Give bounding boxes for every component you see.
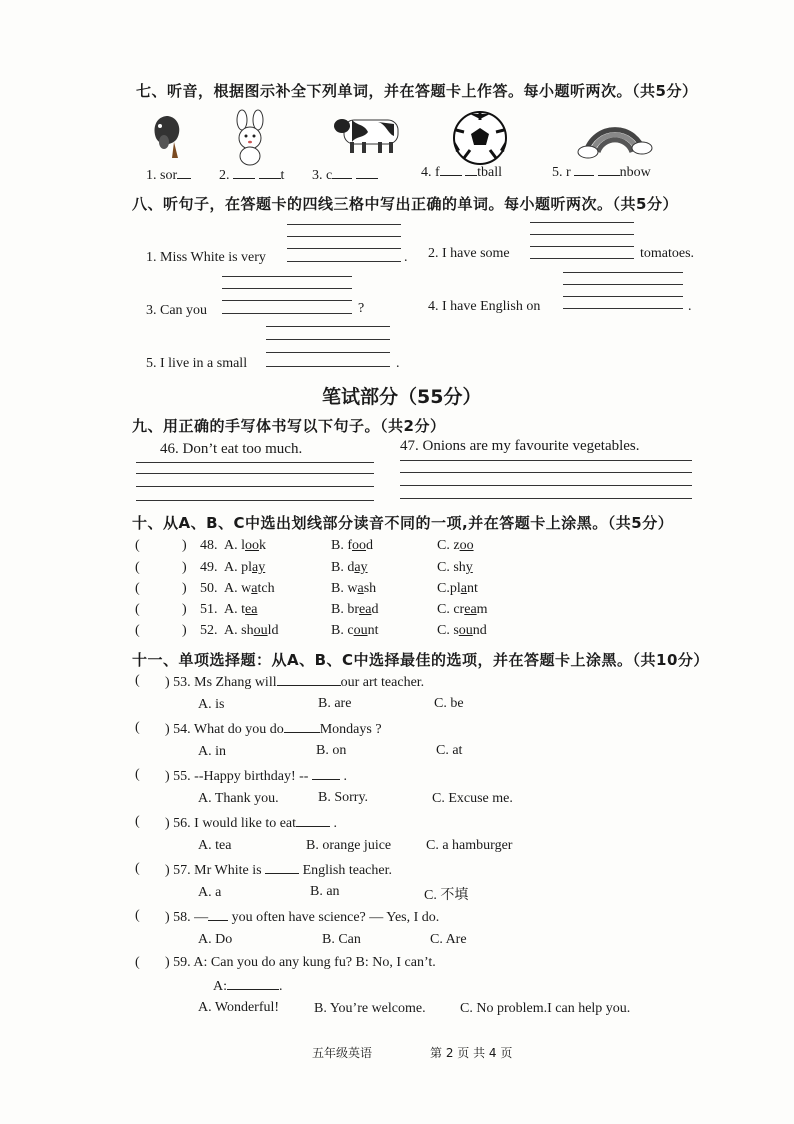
word-part: d [347, 560, 355, 575]
answer-paren-55[interactable]: ( [135, 767, 140, 782]
sec8-q5: 5. I live in a small [146, 356, 248, 371]
answer-paren-56[interactable]: ( [135, 814, 140, 829]
question-58: ) 58. — you often have science? — Yes, I do. [165, 910, 440, 925]
q55-option-a[interactable]: A. Thank you. [198, 791, 279, 806]
word-part: z [453, 538, 460, 553]
underlined-sound: y [465, 560, 473, 575]
word-part: cr [453, 602, 465, 617]
q59-option-a[interactable]: A. Wonderful! [198, 1000, 280, 1015]
q59-option-b[interactable]: B. You’re welcome. [314, 1001, 426, 1016]
close-paren: ) [182, 602, 187, 617]
sec7-item-1: 1. sor [146, 166, 191, 184]
option-a-52[interactable] [224, 623, 278, 639]
written-part-title: 笔试部分（55分） [322, 386, 482, 408]
option-a-50[interactable] [224, 581, 275, 597]
close-paren: ) [182, 560, 187, 575]
q56-option-b[interactable]: B. orange juice [306, 838, 392, 853]
underlined-sound: a [357, 581, 364, 596]
option-a-51[interactable] [224, 602, 257, 618]
underlined-sound: a [251, 581, 258, 596]
q54-option-b[interactable]: B. on [316, 743, 347, 758]
underlined-sound: ea [359, 602, 372, 617]
word-part: s [453, 623, 459, 638]
underlined-sound: ou [458, 623, 473, 638]
option-b-49[interactable] [331, 560, 368, 576]
answer-paren-48[interactable]: ( [135, 538, 140, 553]
word-part: A. [224, 623, 242, 638]
question-55: ) 55. --Happy birthday! -- . [165, 769, 347, 784]
answer-paren-50[interactable]: ( [135, 581, 140, 596]
underlined-sound: ea [464, 602, 477, 617]
word-part: pl [241, 560, 253, 575]
answer-paren-54[interactable]: ( [135, 720, 140, 735]
q54-option-c[interactable]: C. at [436, 743, 463, 758]
word-part: C. [437, 623, 454, 638]
underlined-sound: ou [353, 623, 368, 638]
underlined-sound: ay [252, 560, 266, 575]
option-b-52[interactable] [331, 623, 378, 639]
option-c-50[interactable] [437, 581, 478, 597]
question-59: ) 59. A: Can you do any kung fu? B: No, I can’t. [165, 955, 436, 970]
question-54: ) 54. What do you do Mondays ? [165, 722, 382, 737]
word-part: c [347, 623, 354, 638]
word-part: C. [437, 560, 454, 575]
option-c-49[interactable] [437, 560, 473, 576]
word-part: t [241, 602, 246, 617]
word-part: A. [224, 560, 242, 575]
squirrel-icon [150, 112, 186, 162]
question-number: 49. [200, 560, 218, 575]
q53-option-c[interactable]: C. be [434, 696, 464, 711]
underlined-sound: oo [245, 538, 260, 553]
football-icon [452, 110, 508, 166]
sec8-q4-end: . [688, 299, 692, 314]
question-number: 50. [200, 581, 218, 596]
q58-option-c[interactable]: C. Are [430, 932, 467, 947]
section-10-title: 十、从A、B、C中选出划线部分读音不同的一项,并在答题卡上涂黑。（共5分） [132, 514, 674, 532]
q53-option-a[interactable]: A. is [198, 697, 225, 712]
cow-icon [334, 112, 404, 156]
word-part: ld [267, 623, 279, 638]
word-part: C. [437, 581, 450, 596]
q58-option-b[interactable]: B. Can [322, 932, 361, 947]
section-9-title: 九、用正确的手写体书写以下句子。（共2分） [132, 417, 446, 435]
answer-paren-57[interactable]: ( [135, 861, 140, 876]
word-part: A. [224, 538, 242, 553]
sec8-q5-end: . [396, 356, 400, 371]
word-part: br [347, 602, 360, 617]
word-part: B. [331, 560, 348, 575]
sentence-47: 47. Onions are my favourite vegetables. [400, 438, 640, 454]
q55-option-b[interactable]: B. Sorry. [318, 790, 369, 805]
underlined-sound: ea [245, 602, 258, 617]
word-part: B. [331, 581, 348, 596]
word-part: sh [363, 581, 377, 596]
option-a-48[interactable] [224, 538, 266, 554]
word-part: B. [331, 623, 348, 638]
question-56: ) 56. I would like to eat . [165, 816, 338, 831]
q56-option-a[interactable]: A. tea [198, 838, 232, 853]
word-part: A. [224, 581, 242, 596]
sentence-46: 46. Don’t eat too much. [160, 441, 303, 457]
close-paren: ) [182, 538, 187, 553]
section-11-title: 十一、单项选择题：从A、B、C中选择最佳的选项，并在答题卡上涂黑。（共10分） [132, 651, 709, 669]
question-number: 51. [200, 602, 218, 617]
word-part: pl [449, 581, 461, 596]
option-b-51[interactable] [331, 602, 378, 618]
underlined-sound: ay [354, 560, 368, 575]
word-part: C. [437, 602, 454, 617]
word-part: w [347, 581, 358, 596]
word-part: k [259, 538, 267, 553]
q58-option-a[interactable]: A. Do [198, 932, 233, 947]
underlined-sound: ou [253, 623, 268, 638]
option-b-48[interactable] [331, 538, 373, 554]
sec7-item-2: 2. t [219, 168, 285, 183]
q55-option-c[interactable]: C. Excuse me. [432, 791, 513, 806]
word-part: nt [466, 581, 478, 596]
word-part: m [476, 602, 488, 617]
word-part: f [347, 538, 353, 553]
word-part: A. [224, 602, 242, 617]
option-c-51[interactable] [437, 602, 488, 618]
option-c-48[interactable] [437, 538, 474, 554]
sec7-item-3: 3. c [312, 166, 378, 184]
q57-option-c[interactable]: C. 不填 [424, 888, 469, 903]
question-number: 52. [200, 623, 218, 638]
footer-page: 第 2 页 共 4 页 [430, 1046, 513, 1060]
word-part: l [241, 538, 246, 553]
rabbit-icon [228, 110, 272, 166]
question-number: 48. [200, 538, 218, 553]
answer-paren-53[interactable]: ( [135, 673, 140, 688]
q54-option-a[interactable]: A. in [198, 744, 226, 759]
close-paren: ) [182, 581, 187, 596]
word-part: nd [472, 623, 487, 638]
sec7-item-5: 5. r nbow [552, 165, 651, 180]
underlined-sound: a [460, 581, 467, 596]
answer-paren-52[interactable]: ( [135, 623, 140, 638]
word-part: nt [367, 623, 379, 638]
q57-option-a[interactable]: A. a [198, 885, 222, 900]
sec8-q3-end: ? [358, 301, 365, 316]
option-b-50[interactable] [331, 581, 376, 597]
underlined-sound: oo [459, 538, 474, 553]
q53-option-b[interactable]: B. are [318, 696, 352, 711]
word-part: d [371, 602, 379, 617]
word-part: tch [257, 581, 275, 596]
question-53: ) 53. Ms Zhang will our art teacher. [165, 675, 425, 690]
answer-paren-51[interactable]: ( [135, 602, 140, 617]
sec8-q2: 2. I have some [428, 246, 510, 261]
footer-subject: 五年级英语 [312, 1046, 373, 1060]
sec8-q4: 4. I have English on [428, 299, 541, 314]
word-part: w [241, 581, 252, 596]
option-a-49[interactable] [224, 560, 265, 576]
answer-paren-58[interactable]: ( [135, 908, 140, 923]
rainbow-icon [578, 110, 652, 160]
section-7-title: 七、听音，根据图示补全下列单词，并在答题卡上作答。每小题听两次。（共5分） [136, 82, 698, 100]
word-part: B. [331, 602, 348, 617]
answer-paren-59[interactable]: ( [135, 955, 140, 970]
option-c-52[interactable] [437, 623, 487, 639]
sec8-q1-end: . [404, 250, 408, 265]
q56-option-c[interactable]: C. a hamburger [426, 838, 513, 853]
answer-paren-49[interactable]: ( [135, 560, 140, 575]
sec8-q1: 1. Miss White is very [146, 250, 266, 265]
sec8-q3: 3. Can you [146, 303, 208, 318]
sec7-item-4: 4. f tball [421, 165, 503, 180]
q57-option-b[interactable]: B. an [310, 884, 340, 899]
word-part: d [366, 538, 374, 553]
word-part: B. [331, 538, 348, 553]
close-paren: ) [182, 623, 187, 638]
q59-option-c[interactable]: C. No problem.I can help you. [460, 1001, 631, 1016]
section-8-title: 八、听句子，在答题卡的四线三格中写出正确的单词。每小题听两次。（共5分） [132, 195, 678, 213]
sec8-q2-end: tomatoes. [640, 246, 695, 261]
word-part: sh [453, 560, 466, 575]
underlined-sound: oo [352, 538, 367, 553]
question-57: ) 57. Mr White is English teacher. [165, 863, 392, 878]
word-part: C. [437, 538, 454, 553]
word-part: sh [241, 623, 254, 638]
question-59-sub: A: . [213, 979, 283, 994]
